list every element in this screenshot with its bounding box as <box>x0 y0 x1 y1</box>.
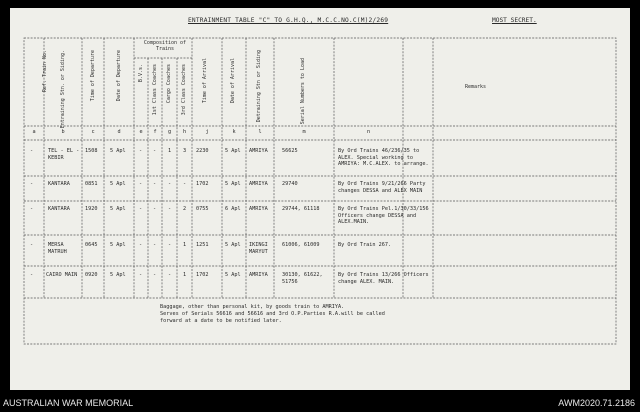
cell-remarks: By Ord Trains 9/21/266 Party changes DESSA and ALEX MAIN <box>338 181 426 194</box>
cell-1st-class: - <box>153 242 157 248</box>
cell-1st-class: - <box>153 181 157 187</box>
cell-remarks: By Ord Trains 46/236/35 to ALEX. Special working to AMRIYA: M.C.ALEX. to arrange. <box>338 148 429 167</box>
cell-cargo: - <box>168 206 172 212</box>
letter-l: l <box>258 129 262 135</box>
cell-detraining-stn: AMRIYA <box>249 272 268 278</box>
cell-3rd-class: 1 <box>183 242 187 248</box>
header-date-of-arrival: Date of Arrival <box>230 58 236 104</box>
letter-k: k <box>232 129 236 135</box>
document-page <box>10 8 630 390</box>
cell-1st-class: - <box>153 206 157 212</box>
cell-bvs: - <box>139 206 143 212</box>
header-bvs: B.V.s. <box>138 64 144 83</box>
header-serial-numbers: Serial Numbers to Load <box>300 58 306 125</box>
letter-e: e <box>139 129 143 135</box>
cell-date-arrival: 5 Apl <box>225 242 241 248</box>
cell-ref-train: - <box>30 242 34 248</box>
letter-n: n <box>366 129 371 135</box>
header-composition: Composition of Trains <box>143 40 187 52</box>
cell-3rd-class: 2 <box>183 206 187 212</box>
letter-m: m <box>302 129 306 135</box>
cell-serial-numbers: 29744, 61118 <box>282 206 320 212</box>
letter-g: g <box>167 129 172 135</box>
cell-detraining-stn: AMRIYA <box>249 148 268 154</box>
cell-bvs: - <box>139 242 143 248</box>
cell-time-arrival: 1702 <box>196 272 209 278</box>
cell-date-arrival: 5 Apl <box>225 181 241 187</box>
cell-time-departure: 1508 <box>85 148 98 154</box>
cell-date-departure: 5 Apl <box>110 206 126 212</box>
letter-j: j <box>205 129 209 135</box>
header-detraining-stn: Detraining Stn or Siding <box>256 50 262 123</box>
cell-detraining-stn: AMRIYA <box>249 181 268 187</box>
letter-b: b <box>61 129 65 135</box>
cell-entraining-stn: CAIRO MAIN <box>46 272 78 278</box>
cell-entraining-stn: TEL - EL - KEBIR <box>48 148 80 161</box>
cell-time-arrival: 1251 <box>196 242 209 248</box>
cell-date-departure: 5 Apl <box>110 272 126 278</box>
cell-time-arrival: 2230 <box>196 148 209 154</box>
document-title: ENTRAINMENT TABLE "C" TO G.H.Q., M.C.C.NO.C(M)2/269 <box>188 17 389 24</box>
cell-ref-train: - <box>30 181 34 187</box>
cell-date-departure: 5 Apl <box>110 148 126 154</box>
header-3rd-class: 3rd Class Coaches <box>181 64 187 116</box>
cell-remarks: By Ord Trains 13/266 Officers change ALEX. MAIN. <box>338 272 429 285</box>
table-grid <box>10 8 630 390</box>
header-remarks: Remarks <box>465 84 487 90</box>
header-entraining-stn: Entraining Stn. or Siding. <box>60 50 66 129</box>
cell-3rd-class: - <box>183 181 187 187</box>
cell-cargo: - <box>168 272 172 278</box>
cell-cargo: 1 <box>168 148 172 154</box>
cell-date-arrival: 5 Apl <box>225 148 241 154</box>
cell-remarks: By Ord Trains Pel.1/30/33/156 Officers change DESSA and ALEX.MAIN. <box>338 206 429 225</box>
cell-remarks: By Ord Train 267. <box>338 242 392 248</box>
cell-entraining-stn: KANTARA <box>48 181 70 187</box>
cell-detraining-stn: IKINGI MARYUT <box>249 242 268 255</box>
archive-name: AUSTRALIAN WAR MEMORIAL <box>3 398 134 408</box>
cell-ref-train: - <box>30 206 34 212</box>
archive-reference: AWM2020.71.2186 <box>558 398 635 408</box>
cell-bvs: - <box>139 148 143 154</box>
cell-date-arrival: 5 Apl <box>225 272 241 278</box>
letter-a: a <box>32 129 36 135</box>
cell-serial-numbers: 61006, 61009 <box>282 242 320 248</box>
footnote-line-3: forward at a date to be notified later. <box>160 318 282 324</box>
cell-time-departure: 0920 <box>85 272 98 278</box>
cell-3rd-class: 3 <box>183 148 187 154</box>
cell-serial-numbers: 29740 <box>282 181 298 187</box>
cell-ref-train: - <box>30 148 34 154</box>
cell-date-departure: 5 Apl <box>110 181 126 187</box>
cell-time-departure: 0645 <box>85 242 98 248</box>
cell-ref-train: - <box>30 272 34 278</box>
cell-3rd-class: 1 <box>183 272 187 278</box>
header-time-of-arrival: Time of Arrival <box>202 58 208 104</box>
cell-serial-numbers: 30130, 61622, 51756 <box>282 272 323 285</box>
footnote-line-1: Baggage, other than personal kit, by goods train to AMRIYA. <box>160 304 345 310</box>
cell-bvs: - <box>139 181 143 187</box>
header-ref-train-no: Ref. Train No. <box>42 50 48 93</box>
cell-detraining-stn: AMRIYA <box>249 206 268 212</box>
cell-time-departure: 0851 <box>85 181 98 187</box>
cell-entraining-stn: MERSA MATRUH <box>48 242 67 255</box>
cell-cargo: - <box>168 181 172 187</box>
header-1st-class: 1st Class Coaches <box>152 64 158 116</box>
header-date-of-departure: Date of Departure <box>116 50 122 102</box>
cell-entraining-stn: KANTARA <box>48 206 70 212</box>
classification-label: MOST SECRET. <box>492 17 537 24</box>
header-time-of-departure: Time of Departure <box>90 50 96 102</box>
letter-c: c <box>91 129 95 135</box>
letter-f: f <box>153 129 157 135</box>
footnote-line-2: Serves of Serials 56616 and 56616 and 3rd O.P.Parties R.A.will be called <box>160 311 385 317</box>
letter-d: d <box>117 129 121 135</box>
cell-1st-class: - <box>153 148 157 154</box>
cell-time-arrival: 0755 <box>196 206 209 212</box>
cell-time-departure: 1920 <box>85 206 98 212</box>
archive-footer <box>0 397 640 412</box>
cell-date-departure: 5 Apl <box>110 242 126 248</box>
cell-bvs: - <box>139 272 143 278</box>
cell-cargo: - <box>168 242 172 248</box>
cell-serial-numbers: 56625 <box>282 148 298 154</box>
cell-time-arrival: 1702 <box>196 181 209 187</box>
letter-h: h <box>182 129 187 135</box>
cell-1st-class: - <box>153 272 157 278</box>
header-cargo-coaches: Cargo Coaches <box>166 64 172 104</box>
cell-date-arrival: 6 Apl <box>225 206 241 212</box>
